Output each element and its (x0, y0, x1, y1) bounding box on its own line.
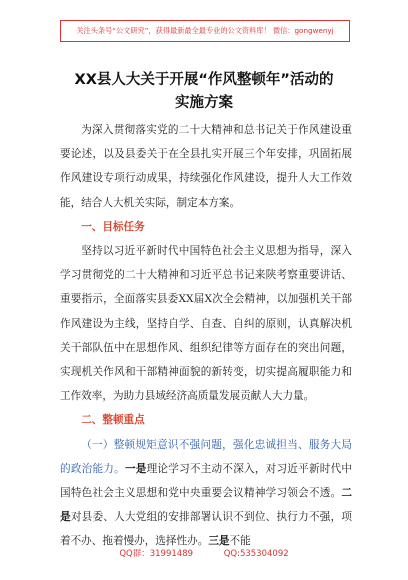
section2-heading: 二、整顿重点 (81, 414, 145, 427)
footer (0, 547, 408, 559)
intro-paragraph: 为深入贯彻落实党的二十大精神和总书记关于作风建设重要论述，以及县委关于在全县扎实开展三个年安排，巩固拓展作风建设专项行动成果，持续强化作风建设，提升人大工作效能，结合人大机关实际，制定本方案。 (60, 124, 352, 209)
document-title-line2: 实施方案 (175, 95, 233, 111)
footer-qq: QQ:535304092 (223, 549, 289, 559)
document-title-line1: XX县人大关于开展“作风整顿年”活动的 (74, 72, 334, 88)
header-banner: 关注头条号“公文研究”，获得最新最全最专业的公文资料库！ 微信：gongwenyj (60, 20, 350, 42)
item1-text: 理论学习不主动不深入，对习近平新时代中国特色社会主义思想和党中央重要会议精神学习领会不透。 (60, 462, 353, 500)
section1-paragraph: 坚持以习近平新时代中国特色社会主义思想为指导，深入学习贯彻党的二十大精神和习近平总书记来陕考察重要讲话、重要指示，全面落实县委XX届X次全会精神，以加强机关干部作风建设为主线，坚持自学、自查、自纠的原则，认真解决机关干部队伍中在思想作风、组织纪律等方面存在的突出问题，实现机关作风和干部精神面貌的新转变，切实提高履职能力和工作效率，为助力县域经济高质量发展贡献人大力量。 (60, 245, 352, 403)
item3-label: 三是 (208, 535, 230, 548)
document-body (60, 118, 352, 554)
item2-text: 对县委、人大党组的安排部署认识不到位、执行力不强，项着不办、拖着慢办，选择性办。 (60, 511, 353, 548)
subsection1-heading: （一）整顿规矩意识不强问题，强化忠诚担当、服务大局的政治能力。 (60, 438, 352, 475)
item3-text: 不能 (229, 535, 251, 548)
item2-label: 二是 (60, 487, 352, 524)
footer-qq-group: QQ群：31991489 (119, 549, 194, 559)
item1-label: 一是 (124, 462, 147, 475)
section2-paragraph (60, 433, 352, 554)
section1-heading: 一、目标任务 (81, 220, 145, 233)
